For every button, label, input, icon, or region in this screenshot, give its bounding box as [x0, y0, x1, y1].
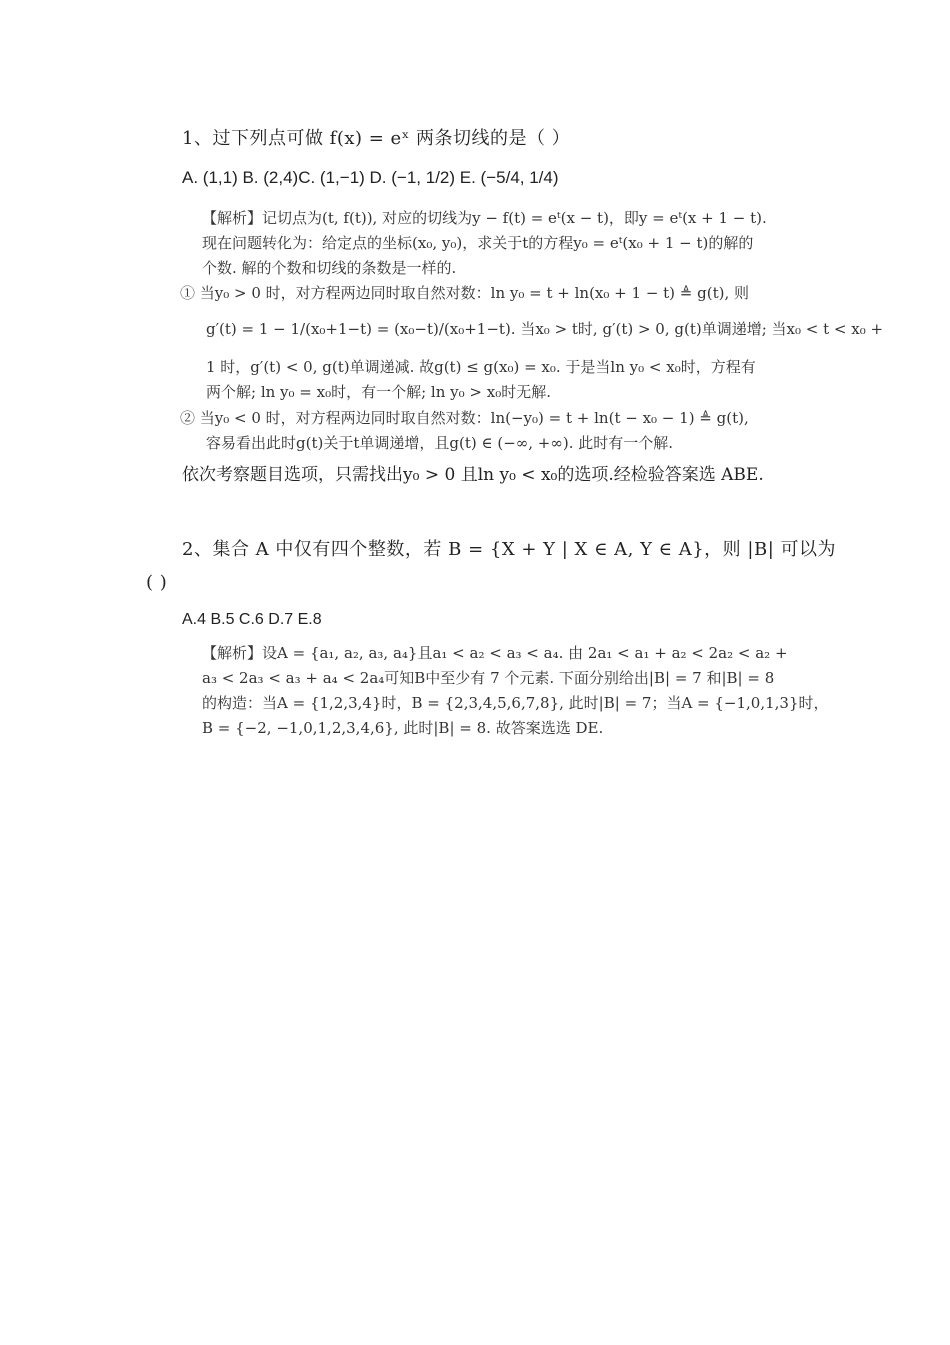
q1-case1-line-2: g′(t) = 1 − 1/(x₀+1−t) = (x₀−t)/(x₀+1−t). 当x₀ > t时, g′(t) > 0, g(t)单调递增; 当x₀ < t < x₀ +	[206, 320, 884, 338]
q1-options: A. (1,1) B. (2,4)C. (1,−1) D. (−1, 1/2) E. (−5/4, 1/4)	[182, 168, 559, 187]
q1-case1-line-1: ① 当y₀ > 0 时，对方程两边同时取自然对数：ln y₀ = t + ln(x₀ + 1 − t) ≜ g(t), 则	[180, 284, 750, 302]
q1-solution-line-2: 现在问题转化为：给定点的坐标(x₀, y₀)，求关于t的方程y₀ = eᵗ(x₀ + 1 − t)的解的	[202, 234, 754, 252]
q2-solution-line-1: 【解析】设A = {a₁, a₂, a₃, a₄}且a₁ < a₂ < a₃ < a₄. 由 2a₁ < a₁ + a₂ < 2a₂ < a₂ +	[202, 644, 788, 662]
q1-case1-line-4: 两个解; ln y₀ = x₀时，有一个解; ln y₀ > x₀时无解.	[206, 383, 551, 401]
q2-answer-paren: ( )	[146, 572, 168, 593]
q1-title: 1、过下列点可做 f(x) = eˣ 两条切线的是（ ）	[182, 128, 571, 149]
q1-case1-line-3: 1 时，g′(t) < 0, g(t)单调递减. 故g(t) ≤ g(x₀) = x₀. 于是当ln y₀ < x₀时，方程有	[206, 358, 756, 376]
q2-solution-line-2: a₃ < 2a₃ < a₃ + a₄ < 2a₄可知B中至少有 7 个元素. 下面分别给出|B| = 7 和|B| = 8	[202, 669, 775, 687]
q1-case2-line-1: ② 当y₀ < 0 时，对方程两边同时取自然对数：ln(−y₀) = t + ln(t − x₀ − 1) ≜ g(t),	[180, 409, 749, 427]
q1-case2-line-2: 容易看出此时g(t)关于t单调递增，且g(t) ∈ (−∞, +∞). 此时有一个解.	[206, 434, 674, 452]
q1-conclusion: 依次考察题目选项，只需找出y₀ > 0 且ln y₀ < x₀的选项.经检验答案选 ABE.	[182, 465, 764, 485]
q2-solution-line-4: B = {−2, −1,0,1,2,3,4,6}, 此时|B| = 8. 故答案选选 DE.	[202, 719, 604, 737]
q2-options: A.4 B.5 C.6 D.7 E.8	[182, 611, 322, 628]
q1-solution-line-3: 个数. 解的个数和切线的条数是一样的.	[202, 259, 457, 277]
q1-solution-line-1: 【解析】记切点为(t, f(t)), 对应的切线为y − f(t) = eᵗ(x − t)，即y = eᵗ(x + 1 − t).	[202, 209, 767, 227]
q2-title: 2、集合 A 中仅有四个整数，若 B = {X + Y | X ∈ A, Y ∈ A}，则 |B| 可以为	[182, 539, 836, 560]
q2-solution-line-3: 的构造：当A = {1,2,3,4}时，B = {2,3,4,5,6,7,8}, 此时|B| = 7；当A = {−1,0,1,3}时，	[202, 694, 829, 712]
